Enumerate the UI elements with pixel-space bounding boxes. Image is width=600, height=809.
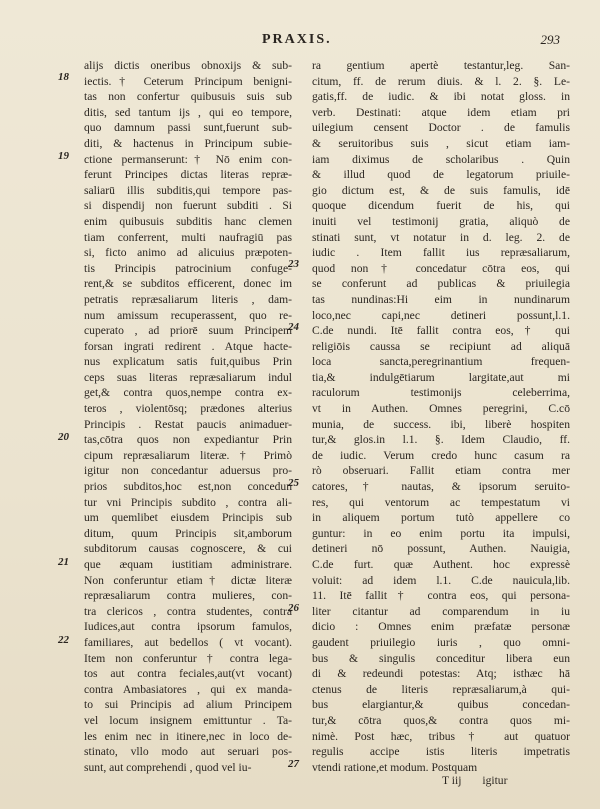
text-line: verb. Destinati: atque idem etiam pri [312,105,570,119]
text-line: si dispendij non fuerunt subditi . Si [84,199,292,213]
signature-mark: T iij [442,774,462,787]
text-line: Principis . Restat paucis animaduer- [84,417,292,431]
margin-number: 23 [288,258,299,270]
text-line: to sui Principis ad alium Principem [84,698,292,712]
margin-number: 21 [58,556,69,568]
text-line: les enim nec in itinere,nec in loco de- [84,729,292,743]
text-line: vt in Authen. Omnes peregrini, C.cō [312,402,570,416]
text-line: igitur non concedantur aduersus pro- [84,464,292,478]
text-line: di & redeundi potestas: Atq; isthæc hā [312,667,570,681]
text-line: 11. Itē fallit† contra eos, qui persona- [312,589,570,603]
text-line: vel locum insignem emittuntur . Ta- [84,713,292,727]
margin-number: 25 [288,477,299,489]
text-line: que æquam iustitiam administrare. [84,558,292,571]
margin-number: 22 [58,634,69,646]
text-line: forsan ingrati redirent . Atque hacte- [84,339,292,353]
text-line: quod non† concedatur cōtra eos, qui [312,261,570,275]
text-line: regulis accipe istis literis impetratis [312,745,570,759]
text-line: sunt, aut comprehendi , quod vel iu- [84,760,252,774]
text-line: de iudic. Verum credo hunc casum ra [312,448,570,462]
text-line: Item non conferuntur † contra lega- [84,651,292,665]
text-line: liter citantur ad comparendum in iu [312,604,570,618]
catchword: igitur [482,774,508,787]
text-line: tas non confertur quibusuis suis sub [84,90,292,104]
text-line: C.de furt. quæ Authent. hoc expressè [312,558,570,571]
text-line: citum, ff. de rerum diuis. & l. 2. §. Le- [312,74,570,88]
text-line: ditum, quum Principis sit,amborum [84,526,292,540]
text-line: tur,& glos.in l.1. §. Idem Claudio, ff. [312,433,570,447]
text-line: res, qui ventorum ac tempestatum vi [312,495,570,509]
text-line: num amissum recuperassent, quo re- [84,308,292,322]
text-line: loca sancta,peregrinantium frequen- [312,355,570,369]
text-line: guntur: in eo enim portu ita impulsi, [312,526,570,540]
text-line: loco,nec capi,nec detineri possunt,l.1. [312,308,570,322]
text-line: ctione permanserunt:† Nō enim con- [84,152,292,166]
text-line: prios subditos,hoc est,non concedun [84,480,292,494]
text-line: saliarū illis subditis,qui tempore pas- [84,183,292,197]
text-line: tos aut contra feciales,aut(vt vocant) [84,667,292,681]
margin-number: 18 [58,71,69,83]
text-line: teros , violentōsq; prædones alterius [84,402,292,416]
text-line: religiōis caussa se recipiunt ad aliquā [312,339,570,353]
text-line: iam diximus de scholaribus . Quin [312,152,570,166]
text-line: rò obseruari. Fallit etiam contra mer [312,464,570,478]
text-line: get,& contra quos,nempe contra ex- [84,386,292,400]
text-line: si, ficto animo ad alicuius præpoten- [84,246,292,260]
text-line: uilegium censent Doctor . de famulis [312,121,570,135]
text-line: tur vni Principis subdito , contra ali- [84,495,292,509]
text-line: ctenus de literis repræsaliarum,à qui- [312,682,570,696]
text-line: catores,† nautas, & ipsorum seruito- [312,480,570,494]
text-line: detineri nō possunt, Authen. Nauigia, [312,542,570,556]
text-line: Non conferuntur etiam† dictæ literæ [84,573,292,587]
text-line: petratis repræsaliarum literis , dam- [84,292,292,306]
text-line: tra clericos , contra studentes, contra [84,604,292,618]
text-line: tas,cōtra quos non expediantur Prin [84,433,292,447]
page-header [0,30,600,52]
text-line: iectis.† Ceterum Principum benigni- [84,74,292,88]
text-line: alijs dictis oneribus obnoxijs & sub- [84,59,292,72]
running-title: PRAXIS. [262,32,332,47]
text-line: bus elargiantur,& quibus concedan- [312,698,570,712]
text-line: contra Ambasiatores , qui ex manda- [84,682,292,696]
text-line: nimè. Post hæc, tribus† aut quatuor [312,729,570,743]
margin-number: 26 [288,602,299,614]
text-line: ditis, sed tantum ijs , qui eo tempore, [84,105,292,119]
text-line: tis Principis patrocinium confuge- [84,261,292,275]
margin-number: 20 [58,431,69,443]
text-line: gaudent priuilegio iuris , quo omni- [312,635,570,649]
text-line: quo damnum passi sunt,fuerunt sub- [84,121,292,135]
margin-number: 19 [58,150,69,162]
text-line: quoque dicendum fuerit de his, qui [312,199,570,213]
text-line: stinato, vllo modo aut seruari pos- [84,745,292,759]
text-line: cipum repræsaliarum literæ. † Primò [84,448,292,462]
text-line: tas nundinas:Hi eim in nundinarum [312,292,570,306]
text-line: C.de nundi. Itē fallit contra eos,† qui [312,324,570,338]
text-line: Iudices,aut contra ipsorum famulos, [84,620,292,634]
text-line: familiares, aut bedellos ( vt vocant). [84,635,292,649]
text-line: ra gentium apertè testantur,leg. San- [312,59,570,72]
text-line: tia,& indulgētiarum largitate,aut mi [312,370,570,384]
text-line: subditorum causas cognoscere, & cui [84,542,292,556]
text-line: & seruitoribus suis , sicut etiam iam- [312,136,570,150]
margin-number: 27 [288,758,299,770]
text-line: inuiti vel testimonij gratia, aliquò de [312,214,570,228]
text-line: stinati sunt, vt notatur in d. leg. 2. de [312,230,570,244]
text-line: enim quibusuis subditis hanc clemen [84,214,292,228]
right-text-column [312,58,570,775]
text-line: um quemlibet eiusdem Principis sub [84,511,292,525]
text-line: in aliquem portum tutò appellere co [312,511,570,525]
text-line: gatis,ff. de iudic. & ibi notat gloss. in [312,90,570,104]
text-line: cuperato , ad priorē suum Principem [84,324,292,338]
text-line: repræsaliarum contra mulieres, con- [84,589,292,603]
text-line: raculorum testimonijs celeberrima, [312,386,570,400]
text-line: iudic . Item fallit ius repræsaliarum, [312,246,570,260]
text-line: bus & singulis conceditur libera eun [312,651,570,665]
text-line: munia, de success. ibi, liberè hospiten [312,417,570,431]
text-line: voluit: ad idem l.1. C.de nauicula,lib. [312,573,570,587]
text-line: tiam conferrent, multi naufragiū pas [84,230,292,244]
left-text-column [84,58,292,775]
text-line: rent,& se subditos efficerent, donec im [84,277,292,291]
text-line: gio dictum est, & de suis famulis, idē [312,183,570,197]
text-line: & illud quod de legatorum priuile- [312,168,570,182]
text-line: ceps suas literas repræsaliarum indul [84,370,292,384]
text-line: tur,& cōtra quos,& contra quos mi- [312,713,570,727]
text-line: se conferunt ad publicas & priuilegia [312,277,570,291]
catchword-line [442,774,507,787]
text-line: dicio : Omnes enim præfatæ personæ [312,620,570,634]
text-line: diti, & hactenus in Principum subie- [84,136,292,150]
page-number: 293 [540,32,560,47]
text-line: vtendi ratione,et modum. Postquam [312,760,478,774]
margin-number: 24 [288,321,299,333]
text-line: ferunt Principes dictas literas repræ- [84,168,292,182]
text-line: nus explicatum satis fuit,quibus Prin [84,355,292,369]
